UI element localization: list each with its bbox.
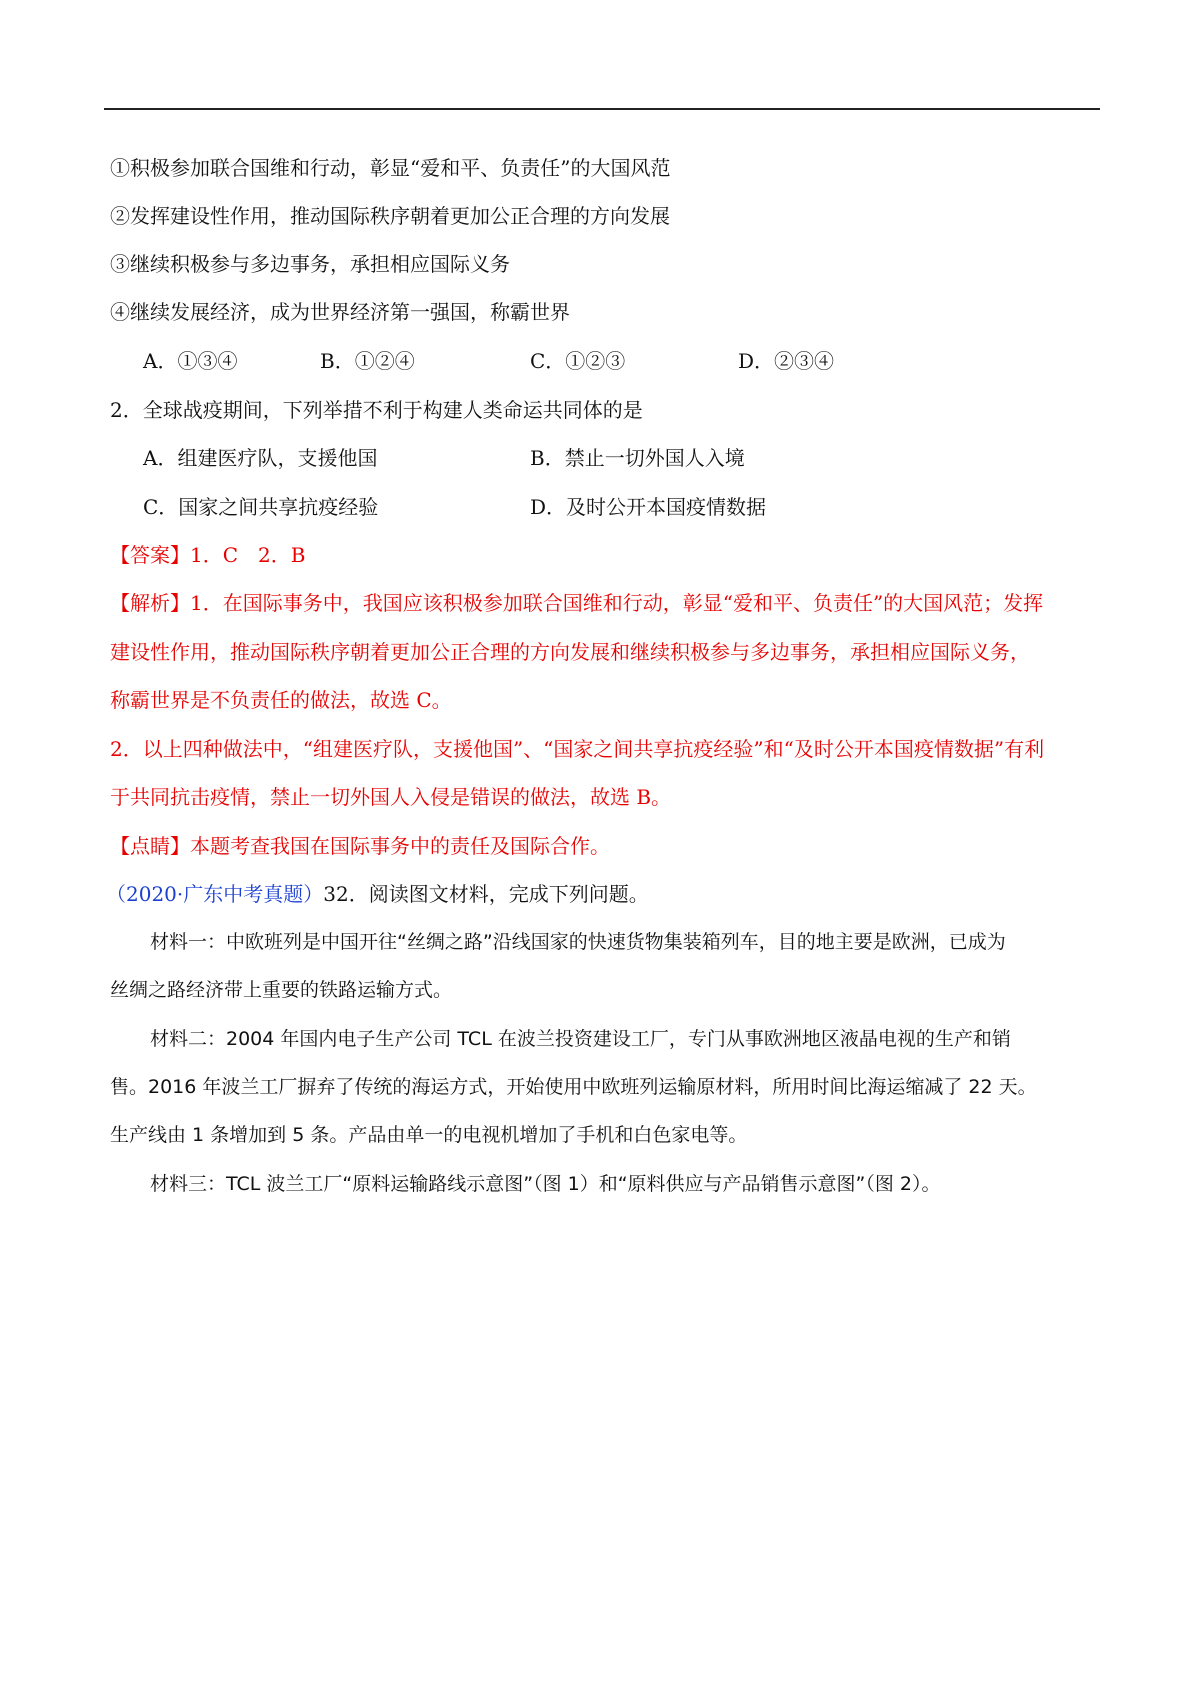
q32-source: （2020·广东中考真题） <box>106 882 324 906</box>
analysis-line-4: 2．以上四种做法中，“组建医疗队，支援他国”、“国家之间共享抗疫经验”和“及时公开本国疫情数据”有利 <box>110 737 1045 761</box>
analysis-line-3: 称霸世界是不负责任的做法，故选 C。 <box>110 688 452 712</box>
answer-line: 【答案】1．C 2．B <box>110 543 306 567</box>
analysis-line-2: 建设性作用，推动国际秩序朝着更加公正合理的方向发展和继续积极参与多边事务，承担相应国际义务， <box>110 640 1030 664</box>
q1-option-c: C．①②③ <box>530 349 626 373</box>
q2-option-b: B．禁止一切外国人入境 <box>530 446 745 470</box>
material-3-line-1: 材料三：TCL 波兰工厂“原料运输路线示意图”（图 1）和“原料供应与产品销售示意图”（图 2）。 <box>150 1173 941 1195</box>
q1-statement-4: ④继续发展经济，成为世界经济第一强国，称霸世界 <box>110 300 570 324</box>
q1-option-a: A．①③④ <box>143 349 238 373</box>
material-1-line-1: 材料一：中欧班列是中国开往“丝绸之路”沿线国家的快速货物集装箱列车，目的地主要是欧洲，已成为 <box>150 931 1006 953</box>
q2-option-a: A．组建医疗队，支援他国 <box>143 446 378 470</box>
q2-stem: 2．全球战疫期间，下列举措不利于构建人类命运共同体的是 <box>110 398 643 422</box>
q1-option-d: D．②③④ <box>738 349 835 373</box>
q2-option-c: C．国家之间共享抗疫经验 <box>143 495 379 519</box>
material-2-line-3: 生产线由 1 条增加到 5 条。产品由单一的电视机增加了手机和白色家电等。 <box>110 1124 748 1146</box>
q32-header <box>106 880 649 908</box>
material-2-line-2: 售。2016 年波兰工厂摒弃了传统的海运方式，开始使用中欧班列运输原材料，所用时间比海运缩减了 22 天。 <box>110 1076 1037 1098</box>
q1-option-b: B．①②④ <box>320 349 415 373</box>
analysis-line-1: 【解析】1．在国际事务中，我国应该积极参加联合国维和行动，彰显“爱和平、负责任”的大国风范；发挥 <box>110 591 1044 615</box>
material-1-line-2: 丝绸之路经济带上重要的铁路运输方式。 <box>110 979 453 1001</box>
q1-statement-3: ③继续积极参与多边事务，承担相应国际义务 <box>110 252 510 276</box>
header-rule <box>104 108 1100 110</box>
q1-statement-2: ②发挥建设性作用，推动国际秩序朝着更加公正合理的方向发展 <box>110 204 670 228</box>
q1-statement-1: ①积极参加联合国维和行动，彰显“爱和平、负责任”的大国风范 <box>110 156 671 180</box>
dianjing-line: 【点睛】本题考查我国在国际事务中的责任及国际合作。 <box>110 834 610 858</box>
material-2-line-1: 材料二：2004 年国内电子生产公司 TCL 在波兰投资建设工厂，专门从事欧洲地区液晶电视的生产和销 <box>150 1028 1011 1050</box>
analysis-line-5: 于共同抗击疫情，禁止一切外国人入侵是错误的做法，故选 B。 <box>110 785 672 809</box>
q32-stem: 32．阅读图文材料，完成下列问题。 <box>323 882 649 906</box>
q2-option-d: D．及时公开本国疫情数据 <box>530 495 767 519</box>
